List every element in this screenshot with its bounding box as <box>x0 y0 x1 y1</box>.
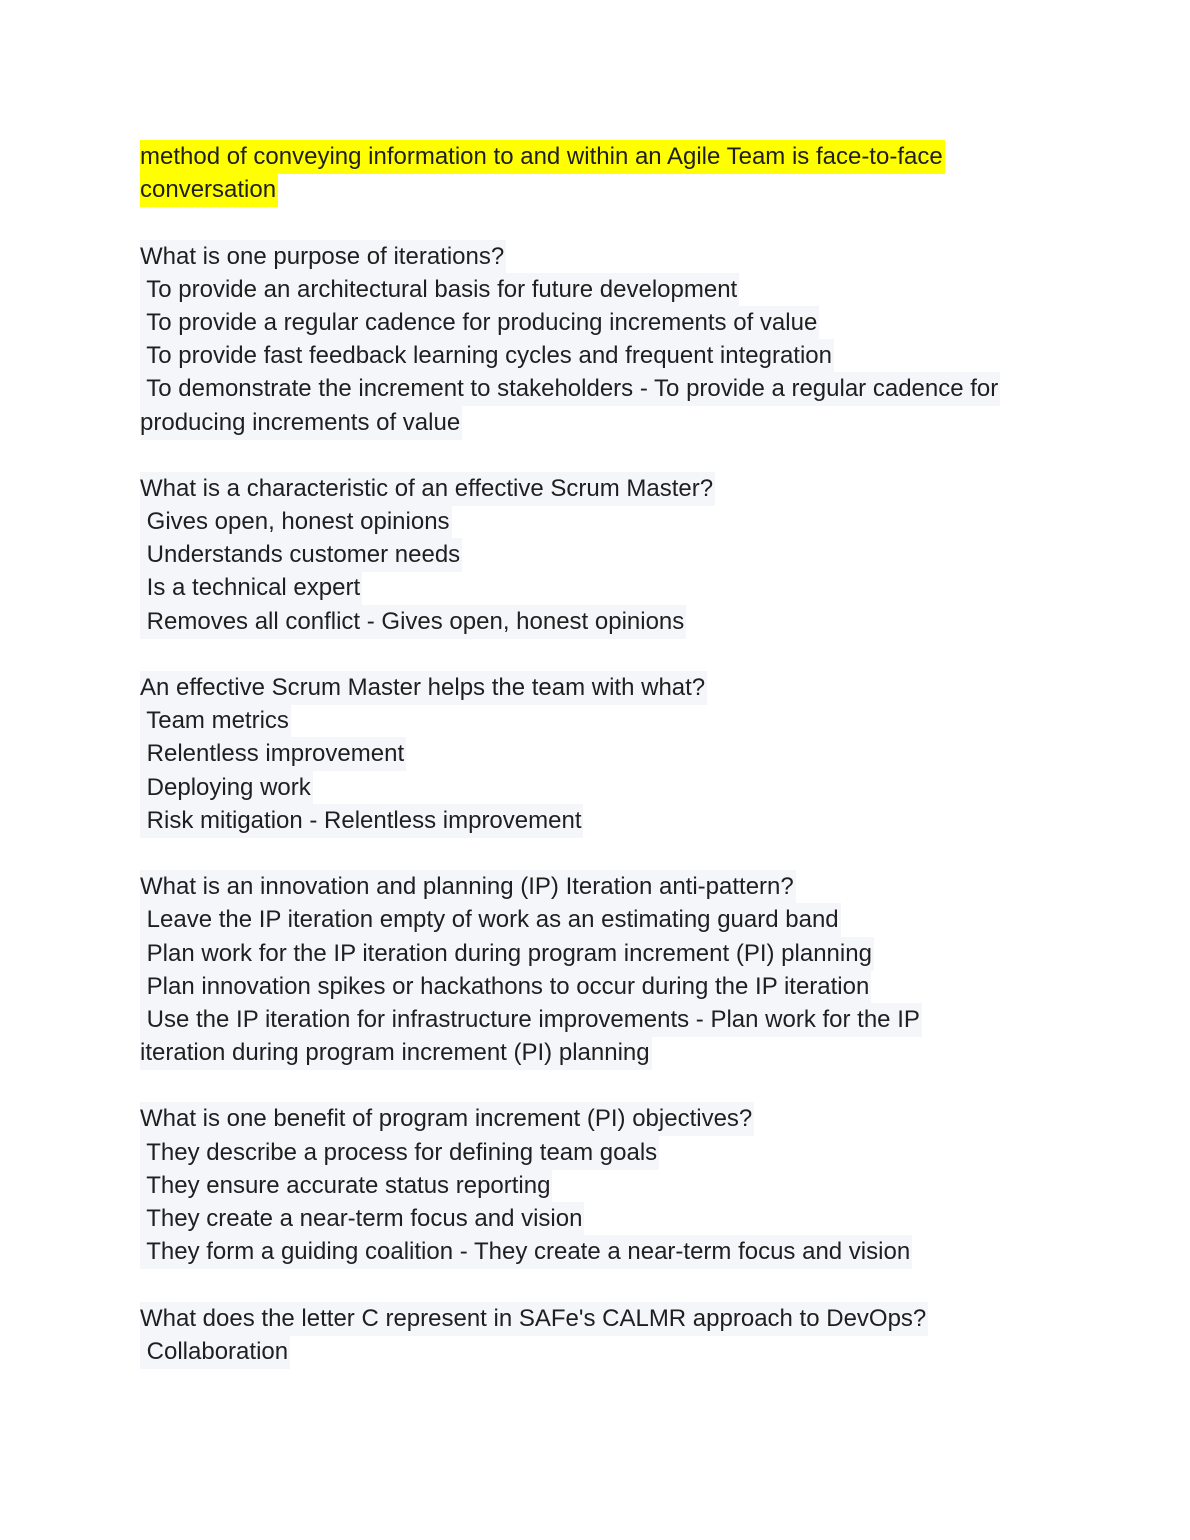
paragraph-gap <box>140 638 1050 671</box>
question-line: What is one benefit of program increment (PI) objectives? <box>140 1102 1050 1135</box>
qa-block-iterations <box>140 240 1050 439</box>
option-line: They ensure accurate status reporting <box>140 1169 1050 1202</box>
qa-block-scrum-master-helps <box>140 671 1050 837</box>
highlighted-text: method of conveying information to and within an Agile Team is face-to-face <box>140 140 945 174</box>
qa-block-scrum-master-characteristic <box>140 472 1050 638</box>
option-line: Leave the IP iteration empty of work as an estimating guard band <box>140 903 1050 936</box>
paragraph-gap <box>140 439 1050 472</box>
question-line: What is an innovation and planning (IP) Iteration anti-pattern? <box>140 870 1050 903</box>
question-line: What is one purpose of iterations? <box>140 240 1050 273</box>
paragraph-gap <box>140 837 1050 870</box>
answer-line: iteration during program increment (PI) planning <box>140 1036 1050 1069</box>
option-line: They describe a process for defining team goals <box>140 1136 1050 1169</box>
option-line: To provide fast feedback learning cycles and frequent integration <box>140 339 1050 372</box>
paragraph-gap <box>140 1069 1050 1102</box>
option-line: Understands customer needs <box>140 538 1050 571</box>
answer-line: Risk mitigation - Relentless improvement <box>140 804 1050 837</box>
option-line: Gives open, honest opinions <box>140 505 1050 538</box>
qa-block-ip-iteration <box>140 870 1050 1069</box>
option-line: Team metrics <box>140 704 1050 737</box>
question-line: What is a characteristic of an effective Scrum Master? <box>140 472 1050 505</box>
option-line: To provide an architectural basis for future development <box>140 273 1050 306</box>
intro-line <box>140 140 1050 173</box>
qa-block-calmr <box>140 1302 1050 1368</box>
option-line: To demonstrate the increment to stakeholders - To provide a regular cadence for <box>140 372 1050 405</box>
highlighted-text: conversation <box>140 173 278 207</box>
option-line: Plan work for the IP iteration during program increment (PI) planning <box>140 937 1050 970</box>
option-line: Relentless improvement <box>140 737 1050 770</box>
answer-line: producing increments of value <box>140 406 1050 439</box>
option-line: Plan innovation spikes or hackathons to occur during the IP iteration <box>140 970 1050 1003</box>
paragraph-gap <box>140 206 1050 239</box>
option-line: They create a near-term focus and vision <box>140 1202 1050 1235</box>
answer-line: Removes all conflict - Gives open, honest opinions <box>140 605 1050 638</box>
intro-line <box>140 173 1050 206</box>
answer-line: Collaboration <box>140 1335 1050 1368</box>
option-line: To provide a regular cadence for producing increments of value <box>140 306 1050 339</box>
qa-block-pi-objectives <box>140 1102 1050 1268</box>
answer-line: They form a guiding coalition - They create a near-term focus and vision <box>140 1235 1050 1268</box>
question-line: An effective Scrum Master helps the team with what? <box>140 671 1050 704</box>
paragraph-gap <box>140 1268 1050 1301</box>
option-line: Is a technical expert <box>140 571 1050 604</box>
option-line: Deploying work <box>140 771 1050 804</box>
option-line: Use the IP iteration for infrastructure improvements - Plan work for the IP <box>140 1003 1050 1036</box>
question-line: What does the letter C represent in SAFe's CALMR approach to DevOps? <box>140 1302 1050 1335</box>
